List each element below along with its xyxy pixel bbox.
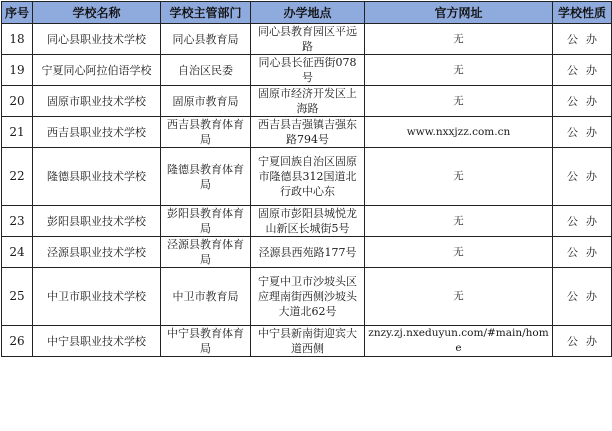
table-row [2,326,612,357]
row-dept: 自治区民委 [161,55,251,86]
row-nature: 公办 [553,117,612,148]
row-no: 24 [2,237,33,268]
row-dept: 西吉县教育体育局 [161,117,251,148]
row-dept: 隆德县教育体育局 [161,148,251,206]
row-no: 21 [2,117,33,148]
row-site: 无 [365,24,553,55]
row-no: 23 [2,206,33,237]
row-site: 无 [365,148,553,206]
header-nature: 学校性质 [553,2,612,24]
row-site[interactable]: znzy.zj.nxeduyun.com/#main/home [365,326,553,357]
row-no: 22 [2,148,33,206]
row-no: 25 [2,268,33,326]
row-no: 18 [2,24,33,55]
row-addr: 同心县长征西街078号 [251,55,365,86]
header-dept: 学校主管部门 [161,2,251,24]
school-table [1,1,612,357]
row-nature: 公办 [553,326,612,357]
row-nature: 公办 [553,24,612,55]
row-addr: 固原市经济开发区上海路 [251,86,365,117]
row-name: 中卫市职业技术学校 [33,268,161,326]
row-name: 宁夏同心阿拉伯语学校 [33,55,161,86]
header-name: 学校名称 [33,2,161,24]
row-site[interactable]: www.nxxjzz.com.cn [365,117,553,148]
row-nature: 公办 [553,237,612,268]
row-no: 19 [2,55,33,86]
row-addr: 泾源县西苑路177号 [251,237,365,268]
row-nature: 公办 [553,148,612,206]
table-row [2,117,612,148]
row-dept: 固原市教育局 [161,86,251,117]
row-name: 固原市职业技术学校 [33,86,161,117]
row-name: 同心县职业技术学校 [33,24,161,55]
row-site: 无 [365,206,553,237]
row-name: 中宁县职业技术学校 [33,326,161,357]
row-nature: 公办 [553,268,612,326]
row-dept: 中宁县教育体育局 [161,326,251,357]
row-site: 无 [365,55,553,86]
row-nature: 公办 [553,206,612,237]
row-name: 隆德县职业技术学校 [33,148,161,206]
table-row [2,55,612,86]
row-no: 26 [2,326,33,357]
row-site: 无 [365,86,553,117]
row-dept: 同心县教育局 [161,24,251,55]
row-dept: 彭阳县教育体育局 [161,206,251,237]
row-addr: 固原市彭阳县城悦龙山新区长城街5号 [251,206,365,237]
row-name: 泾源县职业技术学校 [33,237,161,268]
table-row [2,237,612,268]
row-name: 西吉县职业技术学校 [33,117,161,148]
row-addr: 宁夏回族自治区固原市隆德县312国道北行政中心东 [251,148,365,206]
row-addr: 同心县教育园区平远路 [251,24,365,55]
row-nature: 公办 [553,86,612,117]
header-row [2,2,612,24]
row-no: 20 [2,86,33,117]
table-row [2,148,612,206]
row-addr: 宁夏中卫市沙坡头区应理南街西侧沙坡头大道北62号 [251,268,365,326]
row-site: 无 [365,237,553,268]
row-addr: 中宁县新南街迎宾大道西侧 [251,326,365,357]
row-nature: 公办 [553,55,612,86]
header-site: 官方网址 [365,2,553,24]
table-row [2,24,612,55]
row-addr: 西吉县吉强镇吉强东路794号 [251,117,365,148]
row-dept: 泾源县教育体育局 [161,237,251,268]
table-row [2,86,612,117]
table-row [2,206,612,237]
header-no: 序号 [2,2,33,24]
header-addr: 办学地点 [251,2,365,24]
row-dept: 中卫市教育局 [161,268,251,326]
table-row [2,268,612,326]
row-name: 彭阳县职业技术学校 [33,206,161,237]
row-site: 无 [365,268,553,326]
